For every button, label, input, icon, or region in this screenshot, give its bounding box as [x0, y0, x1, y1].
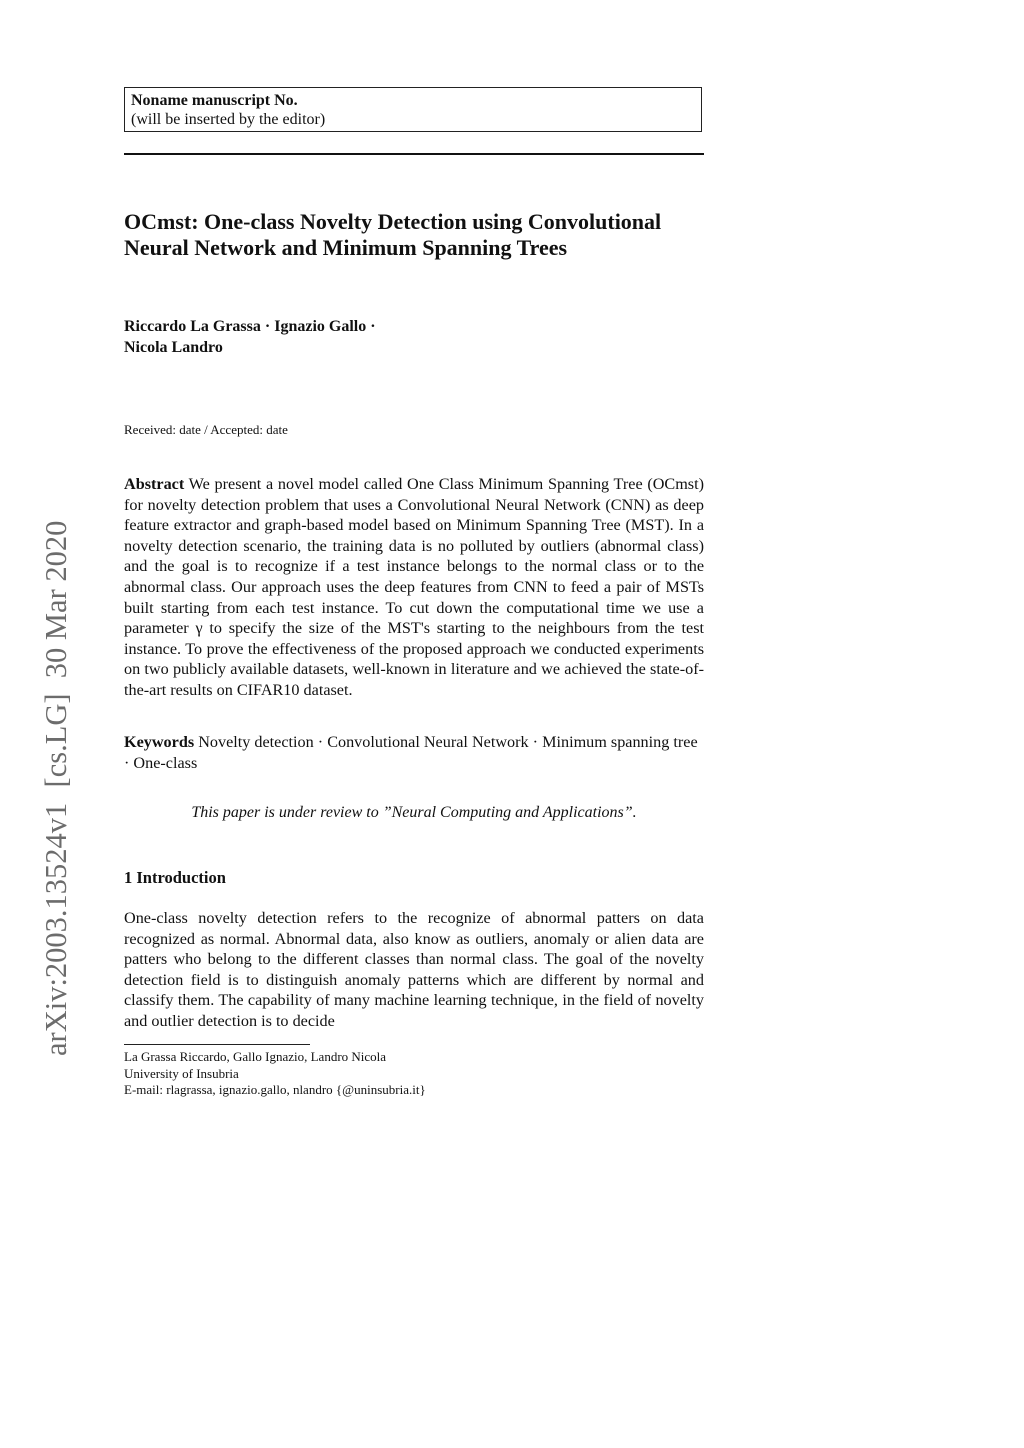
manuscript-number: Noname manuscript No.	[131, 92, 298, 109]
introduction-text: One-class novelty detection refers to the recognize of abnormal patters on data recognized as normal. Abnormal data, also know as outliers, anomaly or alien data are patters who belong to the different classes than normal class. The goal of the novelty detection field is to distinguish anomaly patterns which are different by normal and classify them. The capability of many machine learning technique, in the field of novelty and outlier detection is to decide	[124, 909, 704, 1030]
footnote-authors: La Grassa Riccardo, Gallo Ignazio, Landro Nicola	[124, 1049, 387, 1064]
footnote-rule	[124, 1044, 310, 1045]
author-line-1: Riccardo La Grassa · Ignazio Gallo ·	[124, 318, 376, 335]
keywords-text: Novelty detection · Convolutional Neural Network · Minimum spanning tree · One-class	[124, 733, 698, 772]
footnote-affiliation: University of Insubria	[124, 1065, 239, 1081]
manuscript-editor-note: (will be inserted by the editor)	[131, 111, 326, 128]
keywords	[124, 732, 704, 773]
keywords-label: Keywords	[124, 733, 195, 751]
author-list	[124, 316, 704, 358]
received-date: Received: date / Accepted: date	[124, 422, 288, 437]
footnote	[124, 1049, 704, 1099]
section-heading-introduction: 1 Introduction	[124, 868, 226, 887]
abstract-label: Abstract	[124, 475, 185, 493]
abstract	[124, 474, 704, 701]
paper-title: OCmst: One-class Novelty Detection using Convolutional Neural Network and Minimum Spanning Trees	[124, 209, 662, 260]
header-rule	[124, 153, 704, 155]
manuscript-box	[124, 87, 702, 132]
author-line-2: Nicola Landro	[124, 339, 223, 356]
arxiv-identifier: arXiv:2003.13524v1 [cs.LG] 30 Mar 2020	[39, 520, 73, 1056]
abstract-text: We present a novel model called One Class Minimum Spanning Tree (OCmst) for novelty detection problem that uses a Convolutional Neural Network (CNN) as deep feature extractor and graph-based model based on Minimum Spanning Tree (MST). In a novelty detection scenario, the training data is no polluted by outliers (abnormal class) and the goal is to recognize if a test instance belongs to the normal class or to the abnormal class. Our approach uses the deep features from CNN to feed a pair of MSTs built starting from each test instance. To cut down the computational time we use a parameter γ to specify the size of the MST's starting to the neighbours from the test instance. To prove the effectiveness of the proposed approach we conducted experiments on two publicly available datasets, well-known in literature and we achieved the state-of-the-art results on CIFAR10 dataset.	[124, 475, 704, 699]
footnote-email: E-mail: rlagrassa, ignazio.gallo, nlandro {@uninsubria.it}	[124, 1082, 426, 1097]
review-note: This paper is under review to ”Neural Computing and Applications”.	[191, 804, 637, 821]
